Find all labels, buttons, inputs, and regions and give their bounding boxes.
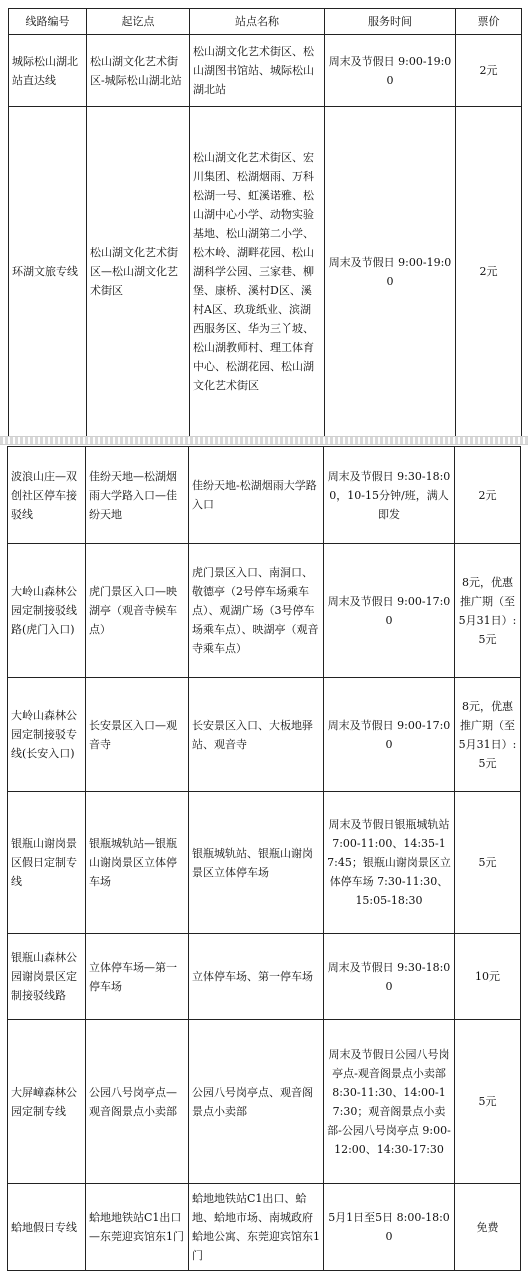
routes-table-part-2 — [7, 446, 521, 1271]
table-row — [8, 934, 521, 1020]
fare-cell: 10元 — [455, 934, 521, 1020]
route-name-cell: 银瓶山谢岗景区假日定制专线 — [8, 792, 86, 934]
stops-cell: 松山湖文化艺术街区、松山湖图书馆站、城际松山湖北站 — [190, 35, 325, 107]
table-row — [9, 107, 522, 437]
fare-cell: 5元 — [455, 1020, 521, 1184]
route-name-cell: 蛤地假日专线 — [8, 1184, 86, 1271]
header-service-time: 服务时间 — [325, 9, 456, 35]
stops-cell: 蛤地地铁站C1出口、蛤地、蛤地市场、南城政府蛤地公寓、东莞迎宾馆东1门 — [189, 1184, 324, 1271]
route-name-cell: 大屏嶂森林公园定制专线 — [8, 1020, 86, 1184]
table-row — [8, 792, 521, 934]
route-name-cell: 波浪山庄—双创社区停车接驳线 — [8, 447, 86, 544]
table-row — [8, 1184, 521, 1271]
route-name-cell: 城际松山湖北站直达线 — [9, 35, 87, 107]
stops-cell: 公园八号岗亭点、观音阁景点小卖部 — [189, 1020, 324, 1184]
stops-cell: 银瓶城轨站、银瓶山谢岗景区立体停车场 — [189, 792, 324, 934]
header-endpoints: 起讫点 — [87, 9, 190, 35]
endpoints-cell: 佳纷天地—松湖烟雨大学路入口—佳纷天地 — [86, 447, 189, 544]
header-fare: 票价 — [456, 9, 522, 35]
service-time-cell: 周末及节假日 9:00-19:00 — [325, 35, 456, 107]
header-route-no: 线路编号 — [9, 9, 87, 35]
table-row — [9, 35, 522, 107]
stops-cell: 虎门景区入口、南洞口、敬德亭（2号停车场乘车点）、观湖广场（3号停车场乘车点）、映湖亭（观音寺乘车点） — [189, 544, 324, 678]
table-header-row — [9, 9, 522, 35]
service-time-cell: 周末及节假日 9:30-18:00 — [324, 934, 455, 1020]
service-time-cell: 周末及节假日 9:30-18:00，10-15分钟/班，满人即发 — [324, 447, 455, 544]
fare-cell: 免费 — [455, 1184, 521, 1271]
stops-cell: 佳纷天地-松湖烟雨大学路入口 — [189, 447, 324, 544]
endpoints-cell: 虎门景区入口—映湖亭（观音寺候车点） — [86, 544, 189, 678]
table-row — [8, 544, 521, 678]
endpoints-cell: 银瓶城轨站—银瓶山谢岗景区立体停车场 — [86, 792, 189, 934]
fare-cell: 2元 — [456, 35, 522, 107]
service-time-cell: 周末及节假日公园八号岗亭点-观音阁景点小卖部 8:30-11:30、14:00-17:30；观音阁景点小卖部-公园八号岗亭点 9:00-12:00、14:30-17:30 — [324, 1020, 455, 1184]
fare-cell: 2元 — [456, 107, 522, 437]
endpoints-cell: 长安景区入口—观音寺 — [86, 678, 189, 792]
fare-cell: 2元 — [455, 447, 521, 544]
stops-cell: 长安景区入口、大板地驿站、观音寺 — [189, 678, 324, 792]
route-name-cell: 环湖文旅专线 — [9, 107, 87, 437]
endpoints-cell: 公园八号岗亭点—观音阁景点小卖部 — [86, 1020, 189, 1184]
routes-table-part-1 — [8, 8, 522, 437]
service-time-cell: 周末及节假日 9:00-19:00 — [325, 107, 456, 437]
fare-cell: 5元 — [455, 792, 521, 934]
fare-cell: 8元，优惠推广期（至5月31日）:5元 — [455, 678, 521, 792]
service-time-cell: 周末及节假日银瓶城轨站 7:00-11:00、14:35-17:45；银瓶山谢岗景区立体停车场 7:30-11:30、15:05-18:30 — [324, 792, 455, 934]
fare-cell: 8元，优惠推广期（至5月31日）:5元 — [455, 544, 521, 678]
stops-cell: 松山湖文化艺术街区、宏川集团、松湖烟雨、万科松湖一号、虹溪诺雅、松山湖中心小学、动物实验基地、松山湖第二小学、松木岭、湖畔花园、松山湖科学公园、三家巷、柳堡、康桥、溪村D区、溪村A区、玖珑纸业、滨湖西服务区、华为三丫坡、松山湖教师村、理工体育中心、松湖花园、松山湖文化艺术街区 — [190, 107, 325, 437]
service-time-cell: 周末及节假日 9:00-17:00 — [324, 678, 455, 792]
page-break-divider — [0, 436, 528, 445]
table-row — [8, 447, 521, 544]
stops-cell: 立体停车场、第一停车场 — [189, 934, 324, 1020]
endpoints-cell: 松山湖文化艺术街区-城际松山湖北站 — [87, 35, 190, 107]
service-time-cell: 5月1日至5日 8:00-18:00 — [324, 1184, 455, 1271]
route-name-cell: 大岭山森林公园定制接驳线路(虎门入口) — [8, 544, 86, 678]
table-row — [8, 678, 521, 792]
endpoints-cell: 蛤地地铁站C1出口—东莞迎宾馆东1门 — [86, 1184, 189, 1271]
endpoints-cell: 立体停车场—第一停车场 — [86, 934, 189, 1020]
route-name-cell: 大岭山森林公园定制接驳专线(长安入口) — [8, 678, 86, 792]
route-name-cell: 银瓶山森林公园谢岗景区定制接驳线路 — [8, 934, 86, 1020]
service-time-cell: 周末及节假日 9:00-17:00 — [324, 544, 455, 678]
table-row — [8, 1020, 521, 1184]
endpoints-cell: 松山湖文化艺术街区—松山湖文化艺术街区 — [87, 107, 190, 437]
header-stops: 站点名称 — [190, 9, 325, 35]
